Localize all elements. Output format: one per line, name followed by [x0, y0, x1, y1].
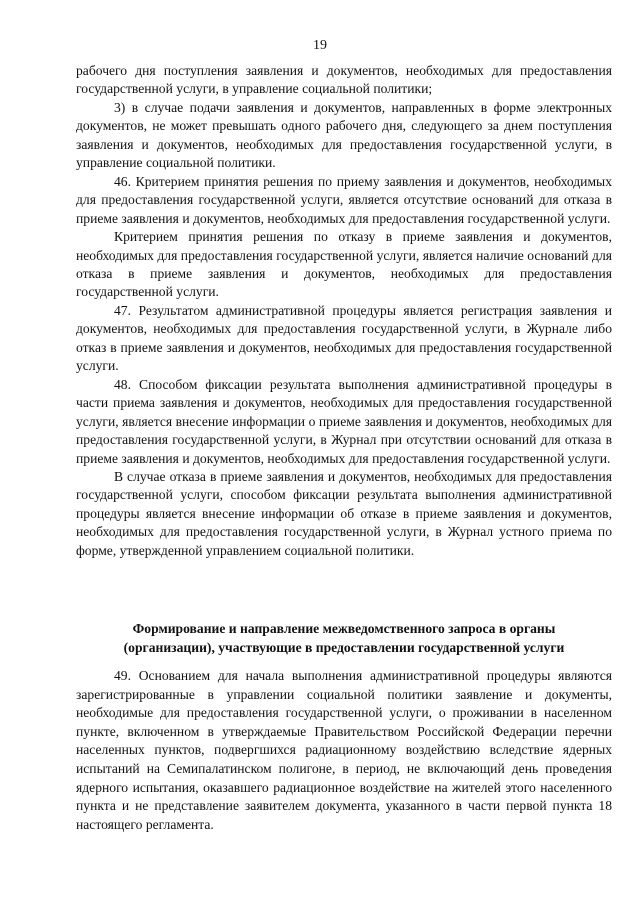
- paragraph-46-refusal-criterion: Критерием принятия решения по отказу в приеме заявления и документов, необходимых для предоставления государственной услуги, является наличие оснований для отказа в приеме заявления и документов, необходимых для предоставления государственной услуги.: [76, 229, 612, 300]
- section-heading: [76, 619, 612, 657]
- section-heading-line-1: Формирование и направление межведомственного запроса в органы: [132, 621, 556, 636]
- paragraph-47: 47. Результатом административной процедуры является регистрация заявления и документов, необходимых для предоставления государственной услуги, в Журнале либо отказ в приеме заявления и документов, необходимых для предоставления государственной услуги.: [76, 302, 612, 374]
- section-heading-line-2: (организации), участвующие в предоставлении государственной услуги: [123, 640, 565, 655]
- page-number: 19: [313, 38, 327, 53]
- paragraph-46: 46. Критерием принятия решения по приему заявления и документов, необходимых для предоставления государственной услуги, является отсутствие оснований для отказа в приеме заявления и документов, необходимых для предоставления государственной услуги.: [76, 173, 612, 226]
- body-text-bottom: [76, 667, 612, 834]
- paragraph-48: 48. Способом фиксации результата выполнения административной процедуры в части приема заявления и документов, необходимых для предоставления государственной услуги, является внесение информации о приеме заявления и документов, необходимых для предоставления государственной услуги, в Журнал при отсутствии оснований для отказа в приеме заявления и документов, необходимых для предоставления государственной услуги.: [76, 376, 612, 466]
- paragraph-49: 49. Основанием для начала выполнения административной процедуры являются зарегистрированные в управлении социальной политики заявление и документы, необходимые для предоставления государственной услуги, о проживании в населенном пункте, включенном в утверждаемые Правительством Российской Федерации перечни населенных пунктов, подвергшихся радиационному воздействию вследствие ядерных испытаний на Семипалатинском полигоне, в период, не включающий день проведения ядерного испытания, оказавшего радиационное воздействие на жителей этого населенного пункта и не представление заявителем документа, указанного в части первой пункта 18 настоящего регламента.: [76, 668, 612, 832]
- paragraph-48-refusal: В случае отказа в приеме заявления и документов, необходимых для предоставления государственной услуги, способом фиксации результата выполнения административной процедуры является внесение информации об отказе в приеме заявления и документов, необходимых для предоставления государственной услуги, в Журнал устного приема по форме, утвержденной управлением социальной политики.: [76, 468, 612, 558]
- paragraph-item-3: 3) в случае подачи заявления и документов, направленных в форме электронных документов, не может превышать одного рабочего дня, следующего за днем поступления заявления и документов, необходимых для предоставления государственной услуги, в управление социальной политики.: [76, 99, 612, 171]
- body-text-top: [76, 62, 612, 560]
- paragraph-continuation: рабочего дня поступления заявления и документов, необходимых для предоставления государственной услуги, в управление социальной политики;: [76, 63, 612, 97]
